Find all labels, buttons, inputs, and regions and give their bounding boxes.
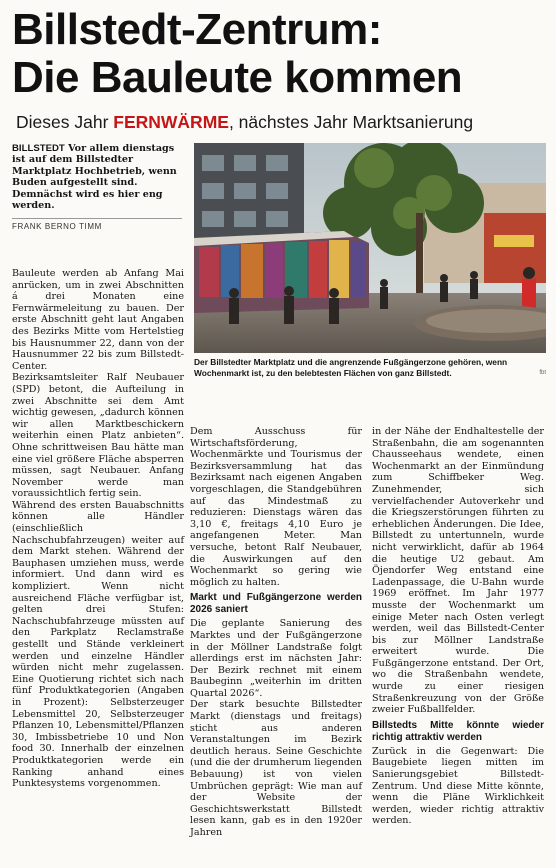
col2-paragraph-1: Dem Ausschuss für Wirtschaftsförderung, Wochenmärkte und Tourismus der Bezirksversammlung hat das Bezirksamt nach eigenen Angaben vorgeschlagen, die Standgebühren auf das Mindestmaß zu reduzieren: Dienstags wären das 3,10 €, freitags 4,10 Euro je angefangenen Meter. Man versuche, betont Ralf Neubauer, die Auswirkungen auf den Wochenmarkt so gering wie möglich zu halten.	[190, 426, 362, 588]
market-photo	[194, 143, 546, 353]
dateline: BILLSTEDT	[12, 143, 65, 154]
col2-paragraph-3: Der stark besuchte Billstedter Markt (dienstags und freitags) sticht aus anderen Veranstaltungen im Bezirk deutlich heraus. Seine Geschichte (und die der drumherum liegenden Bebauung) ist von vielen Umbrüchen geprägt: Wie man auf der Website der Geschichtswerkstatt Billstedt lesen kann, gab es in den 1920er Jahren	[190, 699, 362, 838]
photo-credit: fbt	[539, 369, 546, 376]
subheadline-pre: Dieses Jahr	[16, 112, 114, 132]
lower-columns	[190, 426, 546, 839]
lead-text: Vor allem dienstags ist auf dem Billstedter Marktplatz Hochbetrieb, wenn Buden aufgestellt sind. Demnächst wird es hier eng werden.	[12, 143, 177, 212]
headline	[12, 6, 546, 102]
subheadline-post: , nächstes Jahr Marktsanierung	[228, 112, 474, 132]
col1-paragraph-3: Während des ersten Bauabschnitts können alle Händler (einschließlich Nachschubfahrzeugen) weiter auf dem Markt stehen. Während der Bauphasen umziehen muss, werde informiert. Und dann wird es kompliziert. Wenn nicht ausreichend Fläche verfügbar ist, gelten drei Stufen: Nachschubfahrzeuge müssten auf den Parkplatz Reclamstraße gestellt und Stände verkleinert werden und einzelne Händler würden nicht mehr zugelassen. Eine Quotierung richtet sich nach fünf Produktkategorien (Angaben in Prozent): Selbsterzeuger Lebensmittel 20, Selbsterzeuger Pflanzen 10, Lebensmittel/Pflanzen 30, Imbissbetriebe 10 und Non food 30. Innerhalb der einzelnen Produktkategorien werde ein Ranking anhand eines Punktesystems vorgenommen.	[12, 499, 184, 790]
subheadline	[16, 112, 546, 133]
column-3	[372, 426, 544, 839]
column-2	[190, 426, 362, 839]
photo-caption	[194, 357, 546, 378]
col1-paragraph-2: Bezirksamtsleiter Ralf Neubauer (SPD) betont, die Aufteilung in zwei Abschnitte sei dem Amt wichtig gewesen, „dadurch können wir allen Marktbeschickern weiterhin einen Platz anbieten“. Ohne schrittweisen Bau hätte man eine viel größere Fläche absperren müssen, sagt Neubauer. Anfang November werde man voraussichtlich fertig sein.	[12, 372, 184, 500]
newspaper-article	[0, 6, 556, 868]
column-1	[12, 268, 184, 790]
col3-paragraph-1: in der Nähe der Endhaltestelle der Straßenbahn, die am sogenannten Chausseehaus wendete, einen Wochenmarkt an der Einmündung zum Schiffbeker Weg. Zunehmender, sich vervielfachender Autoverkehr und die Kriegszerstörungen führten zu erheblichen Änderungen. Die Idee, Billstedt zu untertunneln, wurde nicht verwirklicht, dafür ab 1964 die heutige U2 gebaut. Am Öjendorfer Weg entstand eine Ladenpassage, die U-Bahn wurde 1969 eröffnet. Im Jahr 1977 musste der Wochenmarkt um einige Meter nach Osten verlegt werden, weil das Billstedt-Center bis zur Möllner Landstraße erweitert wurde. Die Fußgängerzone entstand. Der Ort, wo die Straßenbahn wendete, wurde zu einer riesigen Straßenkreuzung von der Größe zweier Fußballfelder.	[372, 426, 544, 716]
col2-subhead: Markt und Fußgängerzone werden 2026 saniert	[190, 592, 362, 616]
byline: FRANK BERNO TIMM	[12, 218, 182, 231]
headline-line-2: Die Bauleute kommen	[12, 53, 463, 102]
col3-paragraph-2: Zurück in die Gegenwart: Die Baugebiete liegen mitten im Sanierungsgebiet Billstedt-Zentrum. Und diese Mitte könnte, wenn die Pläne Wirklichkeit werden, wieder richtig attraktiv werden.	[372, 745, 544, 827]
subheadline-highlight: FERNWÄRME	[113, 112, 229, 132]
headline-line-1: Billstedt-Zentrum:	[12, 5, 382, 54]
col3-subhead: Billstedts Mitte könnte wieder richtig attraktiv werden	[372, 719, 544, 743]
photo-block	[194, 143, 546, 378]
caption-text: Der Billstedter Marktplatz und die angrenzende Fußgängerzone gehören, wenn Wochenmarkt ist, zu den belebtesten Flächen von ganz Billstedt.	[194, 357, 508, 378]
lead-paragraph	[12, 143, 182, 211]
col1-paragraph-1: Bauleute werden ab Anfang Mai anrücken, um in zwei Abschnitten á drei Monaten eine Fernwärmeleitung zu bauen. Der erste Abschnitt geht laut Angaben des Bezirks Mitte vom Hertelstieg bis Hausnummer 22, dann von der Hausnummer 22 bis zum Billstedt-Center.	[12, 268, 184, 372]
col2-paragraph-2: Die geplante Sanierung des Marktes und der Fußgängerzone in der Möllner Landstraße folgt allerdings erst im nächsten Jahr: Der Bezirk rechnet mit einem Baubeginn „weiterhin im dritten Quartal 2026“.	[190, 618, 362, 699]
